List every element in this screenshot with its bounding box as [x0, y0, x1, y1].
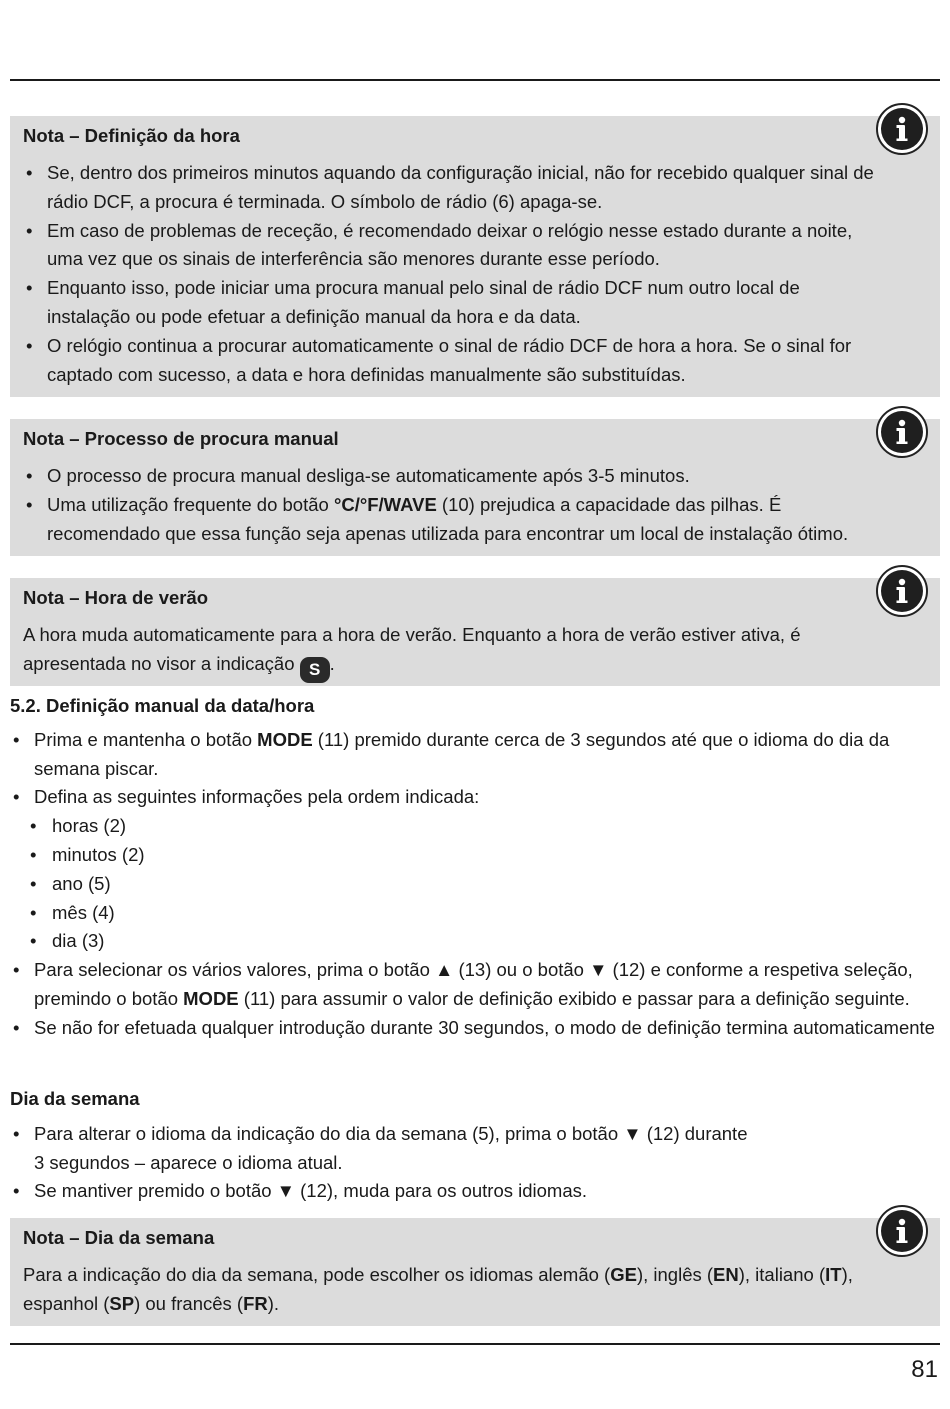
text-segment: Uma utilização frequente do botão [47, 493, 334, 515]
list-item [10, 726, 940, 784]
text-segment: ) ou francês ( [134, 1292, 244, 1314]
list-item: • Se não for efetuada qualquer introdução durante 30 segundos, o modo de definição termina automaticamente [10, 1014, 940, 1043]
note-text [23, 1261, 884, 1319]
text-segment: ), italiano ( [738, 1264, 826, 1285]
sub-bullet-list [10, 812, 940, 956]
text-segment: Prima e mantenha o botão [34, 728, 258, 750]
sub-list-item: • ano (5) [10, 870, 940, 899]
text-segment: ), espanhol ( [23, 1264, 853, 1314]
list-item: • O processo de procura manual desliga-se automaticamente após 3-5 minutos. [23, 462, 884, 491]
list-item: • Defina as seguintes informações pela ordem indicada: [10, 783, 940, 812]
sub-list-item: • dia (3) [10, 927, 940, 956]
language-code: GE [610, 1264, 637, 1285]
button-label-mode: MODE [183, 987, 239, 1009]
section-bullet-list [10, 1120, 940, 1206]
list-item [23, 491, 884, 549]
top-rule [10, 79, 940, 81]
text-segment: 3 segundos – aparece o idioma atual. [34, 1151, 343, 1173]
section-heading: 5.2. Definição manual da data/hora [10, 695, 315, 716]
sub-list-item: • horas (2) [10, 812, 940, 841]
note-bullet-list [23, 159, 884, 389]
sub-list-item: • mês (4) [10, 899, 940, 928]
text-segment: (11) premido durante cerca de 3 segundos até que o idioma do dia da semana piscar. [34, 728, 890, 779]
button-label-mode: MODE [257, 728, 313, 750]
text-segment: Para alterar o idioma da indicação do dia da semana (5), prima o botão ▼ (12) durante [34, 1122, 748, 1144]
button-label-wave: °C/°F/WAVE [333, 493, 437, 515]
section-weekday [10, 1085, 940, 1206]
list-item: • Se mantiver premido o botão ▼ (12), muda para os outros idiomas. [10, 1177, 940, 1206]
list-item [10, 956, 940, 1014]
list-item: • Enquanto isso, pode iniciar uma procura manual pelo sinal de rádio DCF num outro local de instalação ou pode efetuar a definição manual da hora e da data. [23, 274, 884, 332]
note-time-setting [10, 116, 940, 397]
text-segment: A hora muda automaticamente para a hora de verão. Enquanto a hora de verão estiver ativa, é apresentada no visor a indicação [23, 624, 801, 674]
bottom-rule [10, 1343, 940, 1345]
info-icon [876, 565, 928, 617]
list-item: • Em caso de problemas de receção, é recomendado deixar o relógio nesse estado durante a noite, uma vez que os sinais de interferência são menores durante esse período. [23, 217, 884, 275]
text-segment: Para a indicação do dia da semana, pode escolher os idiomas alemão ( [23, 1264, 611, 1285]
language-code: SP [109, 1292, 135, 1314]
note-title: Nota – Processo de procura manual [23, 428, 339, 449]
language-code: IT [825, 1264, 842, 1285]
note-text [23, 621, 884, 683]
note-weekday [10, 1218, 940, 1326]
note-bullet-list [23, 462, 884, 548]
note-manual-search [10, 419, 940, 556]
info-icon [876, 406, 928, 458]
text-segment: ), inglês ( [636, 1264, 714, 1285]
section-heading: Dia da semana [10, 1088, 140, 1109]
info-icon [876, 103, 928, 155]
text-segment: ). [267, 1292, 280, 1314]
section-bullet-list [10, 956, 940, 1042]
language-code: EN [713, 1264, 739, 1285]
section-manual-date-time [10, 692, 940, 1043]
info-icon [876, 1205, 928, 1257]
sub-list-item: • minutos (2) [10, 841, 940, 870]
list-item: • Se, dentro dos primeiros minutos aquando da configuração inicial, não for recebido qualquer sinal de rádio DCF, a procura é terminada. O símbolo de rádio (6) apaga-se. [23, 159, 884, 217]
page-number: 81 [911, 1356, 938, 1383]
list-item [10, 1120, 940, 1178]
text-segment: . [329, 652, 335, 674]
summer-time-badge: S [300, 657, 330, 683]
note-summer-time [10, 578, 940, 686]
text-segment: Para selecionar os vários valores, prima o botão ▲ (13) ou o botão ▼ (12) e conforme a respetiva seleção, premindo o botão [34, 959, 913, 1009]
note-title: Nota – Dia da semana [23, 1227, 215, 1248]
note-title: Nota – Definição da hora [23, 125, 240, 146]
text-segment: (11) para assumir o valor de definição exibido e passar para a definição seguinte. [238, 987, 910, 1009]
language-code: FR [243, 1292, 268, 1314]
note-title: Nota – Hora de verão [23, 587, 209, 608]
text-segment: (10) prejudica a capacidade das pilhas. É recomendado que essa função seja apenas utilizada para encontrar um local de instalação ótimo. [47, 493, 849, 544]
section-bullet-list [10, 726, 940, 812]
list-item: • O relógio continua a procurar automaticamente o sinal de rádio DCF de hora a hora. Se o sinal for captado com sucesso, a data e hora definidas manualmente são substituídas. [23, 332, 884, 390]
